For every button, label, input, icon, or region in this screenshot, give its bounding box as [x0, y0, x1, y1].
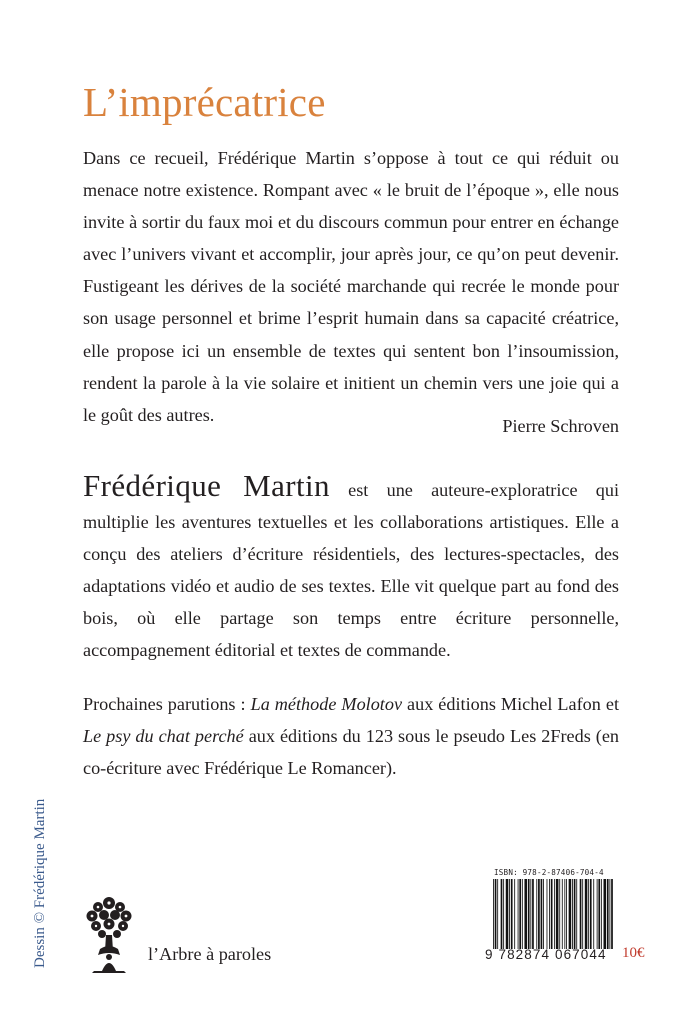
- barcode-bar: [547, 879, 548, 949]
- upcoming-releases: [83, 688, 619, 784]
- barcode-bar: [541, 879, 543, 949]
- barcode-bar: [585, 879, 588, 949]
- barcode-bar: [609, 879, 610, 949]
- barcode-bar: [530, 879, 531, 949]
- barcode-bar: [528, 879, 530, 949]
- barcode-bar: [604, 879, 607, 949]
- author-bio: [83, 470, 619, 667]
- barcode-bar: [566, 879, 567, 949]
- barcode-bar: [509, 879, 510, 949]
- price-label: 10€: [622, 945, 645, 961]
- book-title: L’imprécatrice: [83, 79, 326, 125]
- barcode-bar: [593, 879, 594, 949]
- barcode-bar: [501, 879, 503, 949]
- barcode-bar: [497, 879, 498, 949]
- barcode-bar: [601, 879, 602, 949]
- barcode-icon: [492, 879, 616, 949]
- isbn-label: ISBN: 978-2-87406-704-4: [494, 868, 604, 877]
- upcoming-book-1: La méthode Molotov: [250, 694, 403, 714]
- tree-with-figure-icon: [80, 893, 138, 973]
- barcode-bar: [549, 879, 550, 949]
- author-name: Frédérique Martin: [83, 468, 330, 503]
- author-bio-text: est une auteure-exploratrice qui multiplie les aventures textuelles et les collaborations artistiques. Elle a conçu des ateliers d’écriture résidentiels, des lectures-spectacles, des adaptations vidéo et audio de ses textes. Elle vit quelque part au fond des bois, où elle partage son temps entre écriture personnelle, accompagnement éditorial et textes de commande.: [83, 480, 619, 661]
- back-cover-blurb: Dans ce recueil, Frédérique Martin s’oppose à tout ce qui réduit ou menace notre existence. Rompant avec « le bruit de l’époque », elle nous invite à sortir du faux moi et du discours commun pour entrer en échange avec l’univers vivant et accomplir, jour après jour, ce qu’on peut devenir. Fustigeant les dérives de la société marchande qui recrée le monde pour son usage personnel et brime l’esprit humain dans sa capacité créatrice, elle propose ici un ensemble de textes qui sentent bon l’insoumission, rendent la parole à la vie solaire et initient un chemin vers une joie qui a le goût des autres.: [83, 148, 619, 425]
- barcode-bar: [554, 879, 555, 949]
- barcode-digits: 9 782874 067044: [485, 947, 607, 962]
- barcode-bar: [514, 879, 515, 949]
- barcode-bar: [574, 879, 576, 949]
- barcode-bar: [519, 879, 521, 949]
- barcode-bar: [493, 879, 494, 949]
- publisher-name: l’Arbre à paroles: [148, 944, 272, 964]
- barcode-bar: [611, 879, 613, 949]
- barcode-bar: [572, 879, 573, 949]
- barcode-bar: [511, 879, 513, 949]
- barcode-bar: [597, 879, 598, 949]
- barcode-bar: [576, 879, 577, 949]
- barcode-bar: [518, 879, 519, 949]
- barcode-bar: [538, 879, 540, 949]
- barcode-bar: [590, 879, 592, 949]
- barcode-bar: [564, 879, 565, 949]
- barcode-bar: [522, 879, 523, 949]
- barcode-bar: [551, 879, 553, 949]
- blurb-signature: Pierre Schroven: [502, 416, 619, 436]
- barcode-bar: [582, 879, 583, 949]
- barcode-bar: [598, 879, 600, 949]
- barcode-bar: [532, 879, 534, 949]
- barcode-bar: [524, 879, 527, 949]
- barcode-bar: [580, 879, 582, 949]
- upcoming-tail: aux éditions du 123 sous le pseudo Les 2Freds (en co-écriture avec Frédérique Le Romancer).: [83, 726, 619, 779]
- barcode-bar: [588, 879, 589, 949]
- upcoming-lead: Prochaines parutions :: [83, 694, 251, 714]
- illustration-credit: Dessin © Frédérique Martin: [32, 798, 48, 968]
- barcode-bar: [556, 879, 559, 949]
- barcode-bar: [506, 879, 509, 949]
- barcode-bar: [536, 879, 537, 949]
- upcoming-mid: aux éditions Michel Lafon et: [402, 694, 619, 714]
- barcode-bar: [607, 879, 609, 949]
- barcode-bar: [559, 879, 560, 949]
- barcode-bar: [503, 879, 504, 949]
- barcode-bar: [495, 879, 497, 949]
- barcode-bar: [543, 879, 544, 949]
- barcode-bar: [562, 879, 563, 949]
- barcode-bar: [569, 879, 572, 949]
- upcoming-book-2: Le psy du chat perché: [83, 726, 244, 747]
